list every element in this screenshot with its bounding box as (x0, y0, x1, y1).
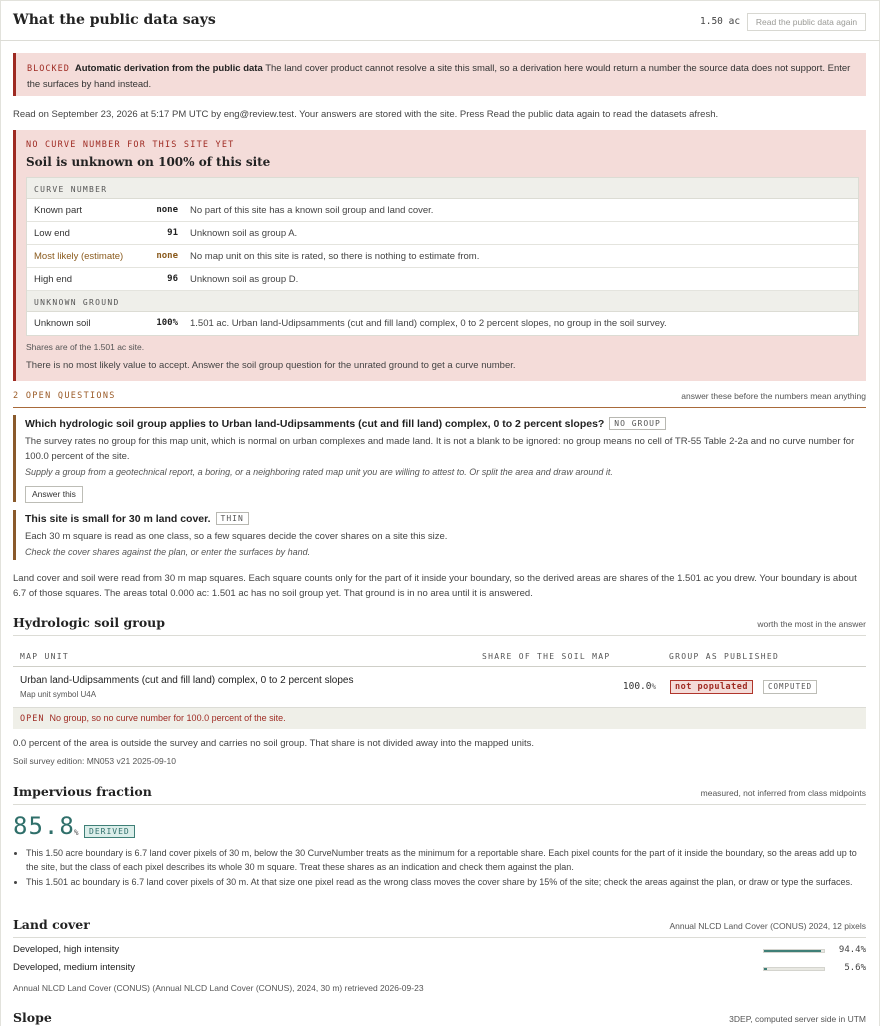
question-title (25, 417, 866, 432)
col-share: SHARE OF THE SOIL MAP (482, 652, 611, 661)
slope-hint: 3DEP, computed server side in UTM (729, 1014, 866, 1024)
cn-desc: No map unit on this site is rated, so there is nothing to estimate from. (190, 251, 480, 262)
land-soil-note: Land cover and soil were read from 30 m map squares. Each square counts only for the part of it inside your boundary, so the derived areas are shares of the 1.501 ac you drew. Your boundary is about 6.7 of those squares. The areas total 0.000 ac: 1.501 ac has no soil group yet. That ground is in no area until it is answered. (13, 573, 857, 599)
cn-label: Known part (34, 205, 83, 216)
blocked-banner (13, 53, 866, 96)
curve-number-header: CURVE NUMBER (27, 178, 858, 199)
land-cover-section-header (13, 917, 866, 938)
impervious-title: Impervious fraction (13, 784, 152, 799)
soil-share-value: 100.0 (622, 681, 652, 692)
no-curve-panel (13, 130, 866, 381)
open-questions-header (13, 391, 866, 408)
cn-label: High end (34, 274, 73, 285)
slope-section-header (13, 1010, 866, 1026)
unknown-ground-header: UNKNOWN GROUND (27, 291, 858, 312)
blocked-text: The land cover product cannot resolve a site this small, so a derivation here would return a number the source data does not support. Enter the surfaces by hand instead. (27, 63, 851, 90)
page-header (0, 0, 880, 41)
cn-row-low (27, 222, 858, 245)
soil-share-unit: % (651, 682, 656, 691)
outside-survey-note: 0.0 percent of the area is outside the survey and carries no soil group. That share is not divided away into the mapped units. (13, 738, 535, 749)
land-cover-pct: 94.4% (838, 945, 866, 955)
cn-value: 96 (167, 274, 178, 284)
read-info: Read on September 23, 2026 at 5:17 PM UTC by eng@review.test. Your answers are stored with the site. Press Read the public data again to read the datasets afresh. (13, 109, 719, 120)
cn-desc: Unknown soil as group A. (190, 228, 298, 239)
slope-title: Slope (13, 1010, 52, 1025)
no-curve-tag: NO CURVE NUMBER FOR THIS SITE YET (26, 140, 235, 150)
impervious-unit: % (74, 828, 79, 837)
impervious-hint: measured, not inferred from class midpoints (700, 788, 866, 798)
open-notice (13, 708, 866, 729)
curve-number-table (26, 177, 859, 336)
question-title-text: Which hydrologic soil group applies to Urban land-Udipsamments (cut and fill land) complex, 0 to 2 percent slopes? (25, 418, 605, 430)
derived-badge: DERIVED (84, 825, 135, 838)
shares-note: Shares are of the 1.501 ac site. (26, 342, 145, 352)
page-title: What the public data says (13, 12, 216, 28)
reread-data-button[interactable]: Read the public data again (747, 13, 866, 31)
no-curve-title: Soil is unknown on 100% of this site (26, 155, 271, 169)
land-cover-pct: 5.6% (844, 963, 866, 973)
land-cover-row (13, 944, 866, 959)
land-cover-row (13, 962, 866, 977)
question-hint: Check the cover shares against the plan, or enter the surfaces by hand. (25, 547, 311, 557)
question-title (25, 512, 866, 527)
cn-row-unknown-soil (27, 312, 858, 335)
hsg-title: Hydrologic soil group (13, 615, 165, 630)
soil-table-header (13, 646, 866, 667)
list-item: • This 1.501 ac boundary is 6.7 land cover pixels of 30 m. At that size one pixel read as the wrong class moves the cover share by 15% of the site; check the areas against the plan, or draw or type the surfaces. (26, 875, 866, 889)
map-unit-symbol: Map unit symbol U4A (20, 690, 97, 699)
cn-row-most-likely (27, 245, 858, 268)
blocked-tag: BLOCKED (27, 64, 70, 74)
blocked-title: Automatic derivation from the public data (74, 63, 263, 74)
list-item: • This 1.50 acre boundary is 6.7 land cover pixels of 30 m, below the 30 CurveNumber treats as the minimum for a reportable share. Each pixel counts for the part of it inside the boundary, so the areas add up to the site, but the class of each pixel describes its whole 30 m square. Treat these shares as an indication and check them against the plan. (26, 846, 866, 874)
no-group-chip: NO GROUP (609, 417, 666, 430)
cn-row-known (27, 199, 858, 222)
site-acres: 1.50 ac (700, 16, 741, 27)
land-cover-title: Land cover (13, 917, 90, 932)
answer-this-button[interactable]: Answer this (25, 486, 83, 503)
cn-value: 91 (167, 228, 178, 238)
land-cover-label: Developed, high intensity (13, 944, 120, 955)
hsg-hint: worth the most in the answer (757, 619, 866, 629)
cn-row-high (27, 268, 858, 291)
col-map-unit: MAP UNIT (20, 652, 69, 661)
group-status-badge: not populated (670, 680, 753, 694)
open-text: No group, so no curve number for 100.0 percent of the site. (49, 713, 286, 723)
cn-label: Most likely (estimate) (34, 251, 124, 262)
impervious-notes (26, 846, 866, 890)
impervious-value: 85.8 (13, 812, 75, 840)
land-cover-source: Annual NLCD Land Cover (CONUS) (Annual NLCD Land Cover (CONUS), 2024, 30 m) retrieved 2026-09-23 (13, 983, 424, 993)
question-soil-group (13, 415, 866, 502)
land-cover-bar-fill (764, 950, 821, 952)
question-small-site (13, 510, 866, 560)
land-cover-bar-fill (764, 968, 767, 970)
question-hint: Supply a group from a geotechnical report, a boring, or a neighboring rated map unit you are willing to attest to. Or split the area and draw around it. (25, 467, 613, 477)
cn-value: 100% (156, 318, 178, 328)
open-questions-count: 2 OPEN QUESTIONS (13, 391, 116, 401)
open-tag: OPEN (20, 714, 45, 724)
land-cover-bar (763, 967, 825, 971)
col-group: GROUP AS PUBLISHED (669, 652, 780, 661)
impervious-section-header (13, 784, 866, 805)
hsg-section-header (13, 615, 866, 636)
thin-chip: THIN (216, 512, 249, 525)
land-cover-hint: Annual NLCD Land Cover (CONUS) 2024, 12 pixels (669, 921, 866, 931)
soil-share (573, 681, 656, 692)
computed-badge: COMPUTED (763, 680, 817, 694)
open-questions-hint: answer these before the numbers mean anything (681, 391, 866, 401)
cn-desc: No part of this site has a known soil group and land cover. (190, 205, 434, 216)
no-curve-note: There is no most likely value to accept. Answer the soil group question for the unrated ground to get a curve number. (26, 360, 516, 371)
table-row (13, 668, 866, 708)
map-unit-name: Urban land-Udipsamments (cut and fill land) complex, 0 to 2 percent slopes (20, 675, 354, 686)
land-cover-label: Developed, medium intensity (13, 962, 135, 973)
cn-value: none (156, 205, 178, 215)
question-title-text: This site is small for 30 m land cover. (25, 513, 211, 525)
cn-desc: Unknown soil as group D. (190, 274, 299, 285)
soil-edition: Soil survey edition: MN053 v21 2025-09-10 (13, 756, 177, 766)
question-body: The survey rates no group for this map unit, which is normal on urban complexes and made land. It is not a blank to be ignored: no group means no cell of TR-55 Table 2-2a and no curve number for 100.0 percent of the site. (25, 436, 855, 462)
cn-desc: 1.501 ac. Urban land-Udipsamments (cut and fill land) complex, 0 to 2 percent slopes, no group in the soil survey. (190, 318, 667, 329)
question-body: Each 30 m square is read as one class, so a few squares decide the cover shares on a site this size. (25, 531, 448, 542)
cn-label: Unknown soil (34, 318, 91, 329)
cn-value: none (156, 251, 178, 261)
land-cover-bar (763, 949, 825, 953)
cn-label: Low end (34, 228, 70, 239)
